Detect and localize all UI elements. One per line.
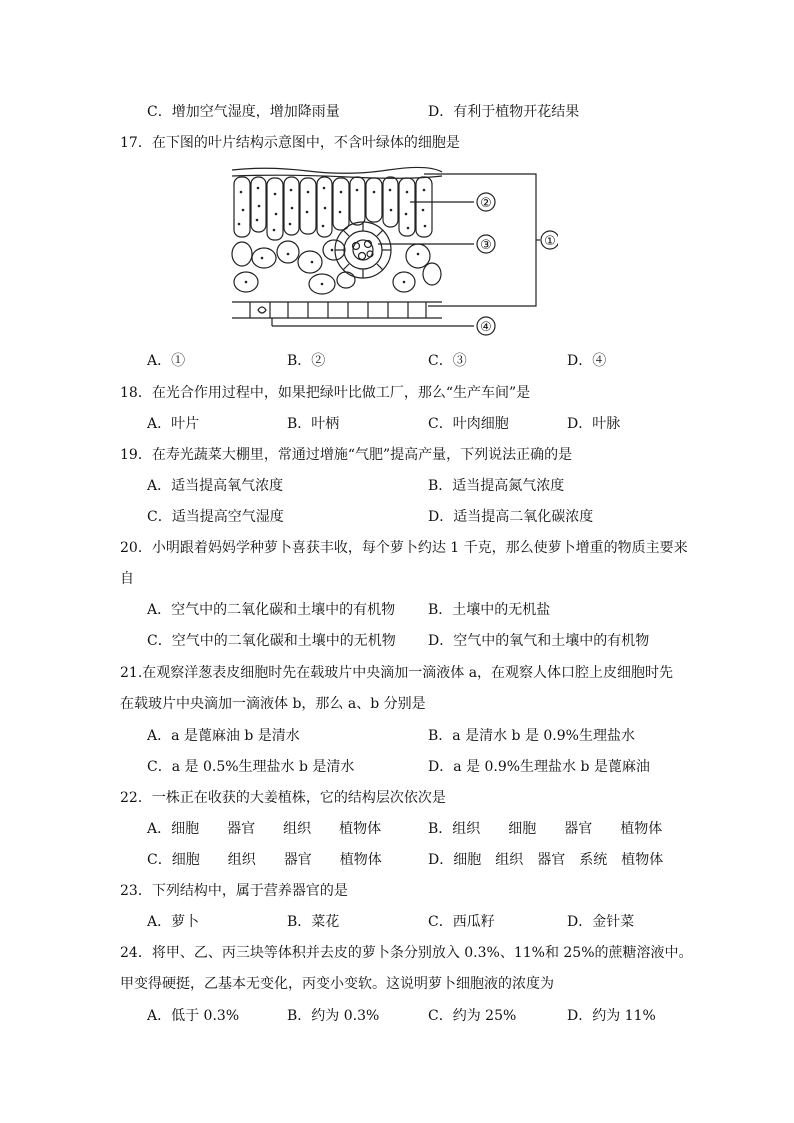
- q18-option-a: A．叶片: [147, 416, 200, 432]
- q21-stem-line2: 在载玻片中央滴加一滴液体 b，那么 a、b 分别是: [120, 696, 426, 712]
- q21-stem-line1: 21.在观察洋葱表皮细胞时先在载玻片中央滴加一滴液体 a，在观察人体口腔上皮细胞时先: [120, 665, 674, 681]
- q23-option-c: C．西瓜籽: [428, 914, 495, 930]
- q24-option-c: C．约为 25%: [428, 1008, 517, 1024]
- q24-option-b: B．约为 0.3%: [287, 1008, 380, 1024]
- q22-option-c: C．细胞 组织 器官 植物体: [147, 852, 382, 868]
- q17-option-c: C．③: [428, 353, 467, 369]
- stoma: [258, 307, 266, 313]
- q17-stem: 17．在下图的叶片结构示意图中，不含叶绿体的细胞是: [120, 135, 460, 151]
- q19-option-b: B．适当提高氮气浓度: [428, 478, 565, 494]
- q20-option-c: C．空气中的二氧化碳和土壤中的无机物: [147, 633, 396, 649]
- q23-option-b: B．菜花: [287, 914, 340, 930]
- q23-option-d: D．金针菜: [567, 914, 635, 930]
- q18-option-b: B．叶柄: [287, 416, 340, 432]
- q20-stem-line2: 自: [120, 571, 134, 587]
- q18-stem: 18．在光合作用过程中，如果把绿叶比做工厂，那么“生产车间”是: [120, 385, 531, 401]
- q24-stem-line1: 24．将甲、乙、丙三块等体积并去皮的萝卜条分别放入 0.3%、11%和 25%的蔗糖溶液中。: [120, 945, 693, 961]
- q16-option-c: C．增加空气湿度，增加降雨量: [147, 104, 340, 120]
- q22-stem: 22．一株正在收获的大姜植株，它的结构层次依次是: [120, 790, 446, 806]
- upper-epidermis-line: [232, 167, 442, 173]
- q19-option-c: C．适当提高空气湿度: [147, 509, 284, 525]
- q20-option-a: A．空气中的二氧化碳和土壤中的有机物: [147, 602, 396, 618]
- q22-option-a: A．细胞 器官 组织 植物体: [147, 821, 382, 837]
- q21-option-d: D．a 是 0.9%生理盐水 b 是蓖麻油: [428, 759, 650, 775]
- q20-option-d: D．空气中的氧气和土壤中的有机物: [428, 633, 650, 649]
- vein-bundle: [335, 222, 391, 278]
- q16-option-d: D．有利于植物开花结果: [428, 104, 580, 120]
- label-1: ①: [544, 234, 556, 249]
- q23-option-a: A．萝卜: [147, 914, 200, 930]
- q21-option-b: B．a 是清水 b 是 0.9%生理盐水: [428, 728, 635, 744]
- q21-option-c: C．a 是 0.5%生理盐水 b 是清水: [147, 759, 355, 775]
- leaf-cross-section-figure: [228, 162, 558, 342]
- q24-option-d: D．约为 11%: [567, 1008, 656, 1024]
- q17-option-d: D．④: [567, 353, 607, 369]
- lower-epidermis: [232, 302, 442, 318]
- label-3: ③: [480, 238, 492, 253]
- q19-stem: 19．在寿光蔬菜大棚里，常通过增施“气肥”提高产量，下列说法正确的是: [120, 447, 573, 463]
- q21-option-a: A．a 是蓖麻油 b 是清水: [147, 728, 300, 744]
- spongy-layer: [232, 240, 441, 294]
- q19-option-d: D．适当提高二氧化碳浓度: [428, 509, 594, 525]
- q20-option-b: B．土壤中的无机盐: [428, 602, 551, 618]
- palisade-layer: [234, 177, 432, 240]
- label-4: ④: [480, 320, 492, 335]
- q23-stem: 23．下列结构中，属于营养器官的是: [120, 883, 348, 899]
- q22-option-d: D．细胞 组织 器官 系统 植物体: [428, 852, 664, 868]
- q22-option-b: B．组织 细胞 器官 植物体: [428, 821, 663, 837]
- q17-option-a: A．①: [147, 353, 186, 369]
- q19-option-a: A．适当提高氧气浓度: [147, 478, 284, 494]
- q20-stem-line1: 20．小明跟着妈妈学种萝卜喜获丰收，每个萝卜约达 1 千克，那么使萝卜增重的物质主要来: [120, 540, 688, 556]
- q18-option-c: C．叶肉细胞: [428, 416, 509, 432]
- figure-leader-lines: [272, 174, 540, 326]
- label-2: ②: [480, 196, 492, 211]
- q24-option-a: A．低于 0.3%: [147, 1008, 240, 1024]
- q17-option-b: B．②: [287, 353, 326, 369]
- q18-option-d: D．叶脉: [567, 416, 621, 432]
- q24-stem-line2: 甲变得硬挺，乙基本无变化，丙变小变软。这说明萝卜细胞液的浓度为: [120, 976, 554, 992]
